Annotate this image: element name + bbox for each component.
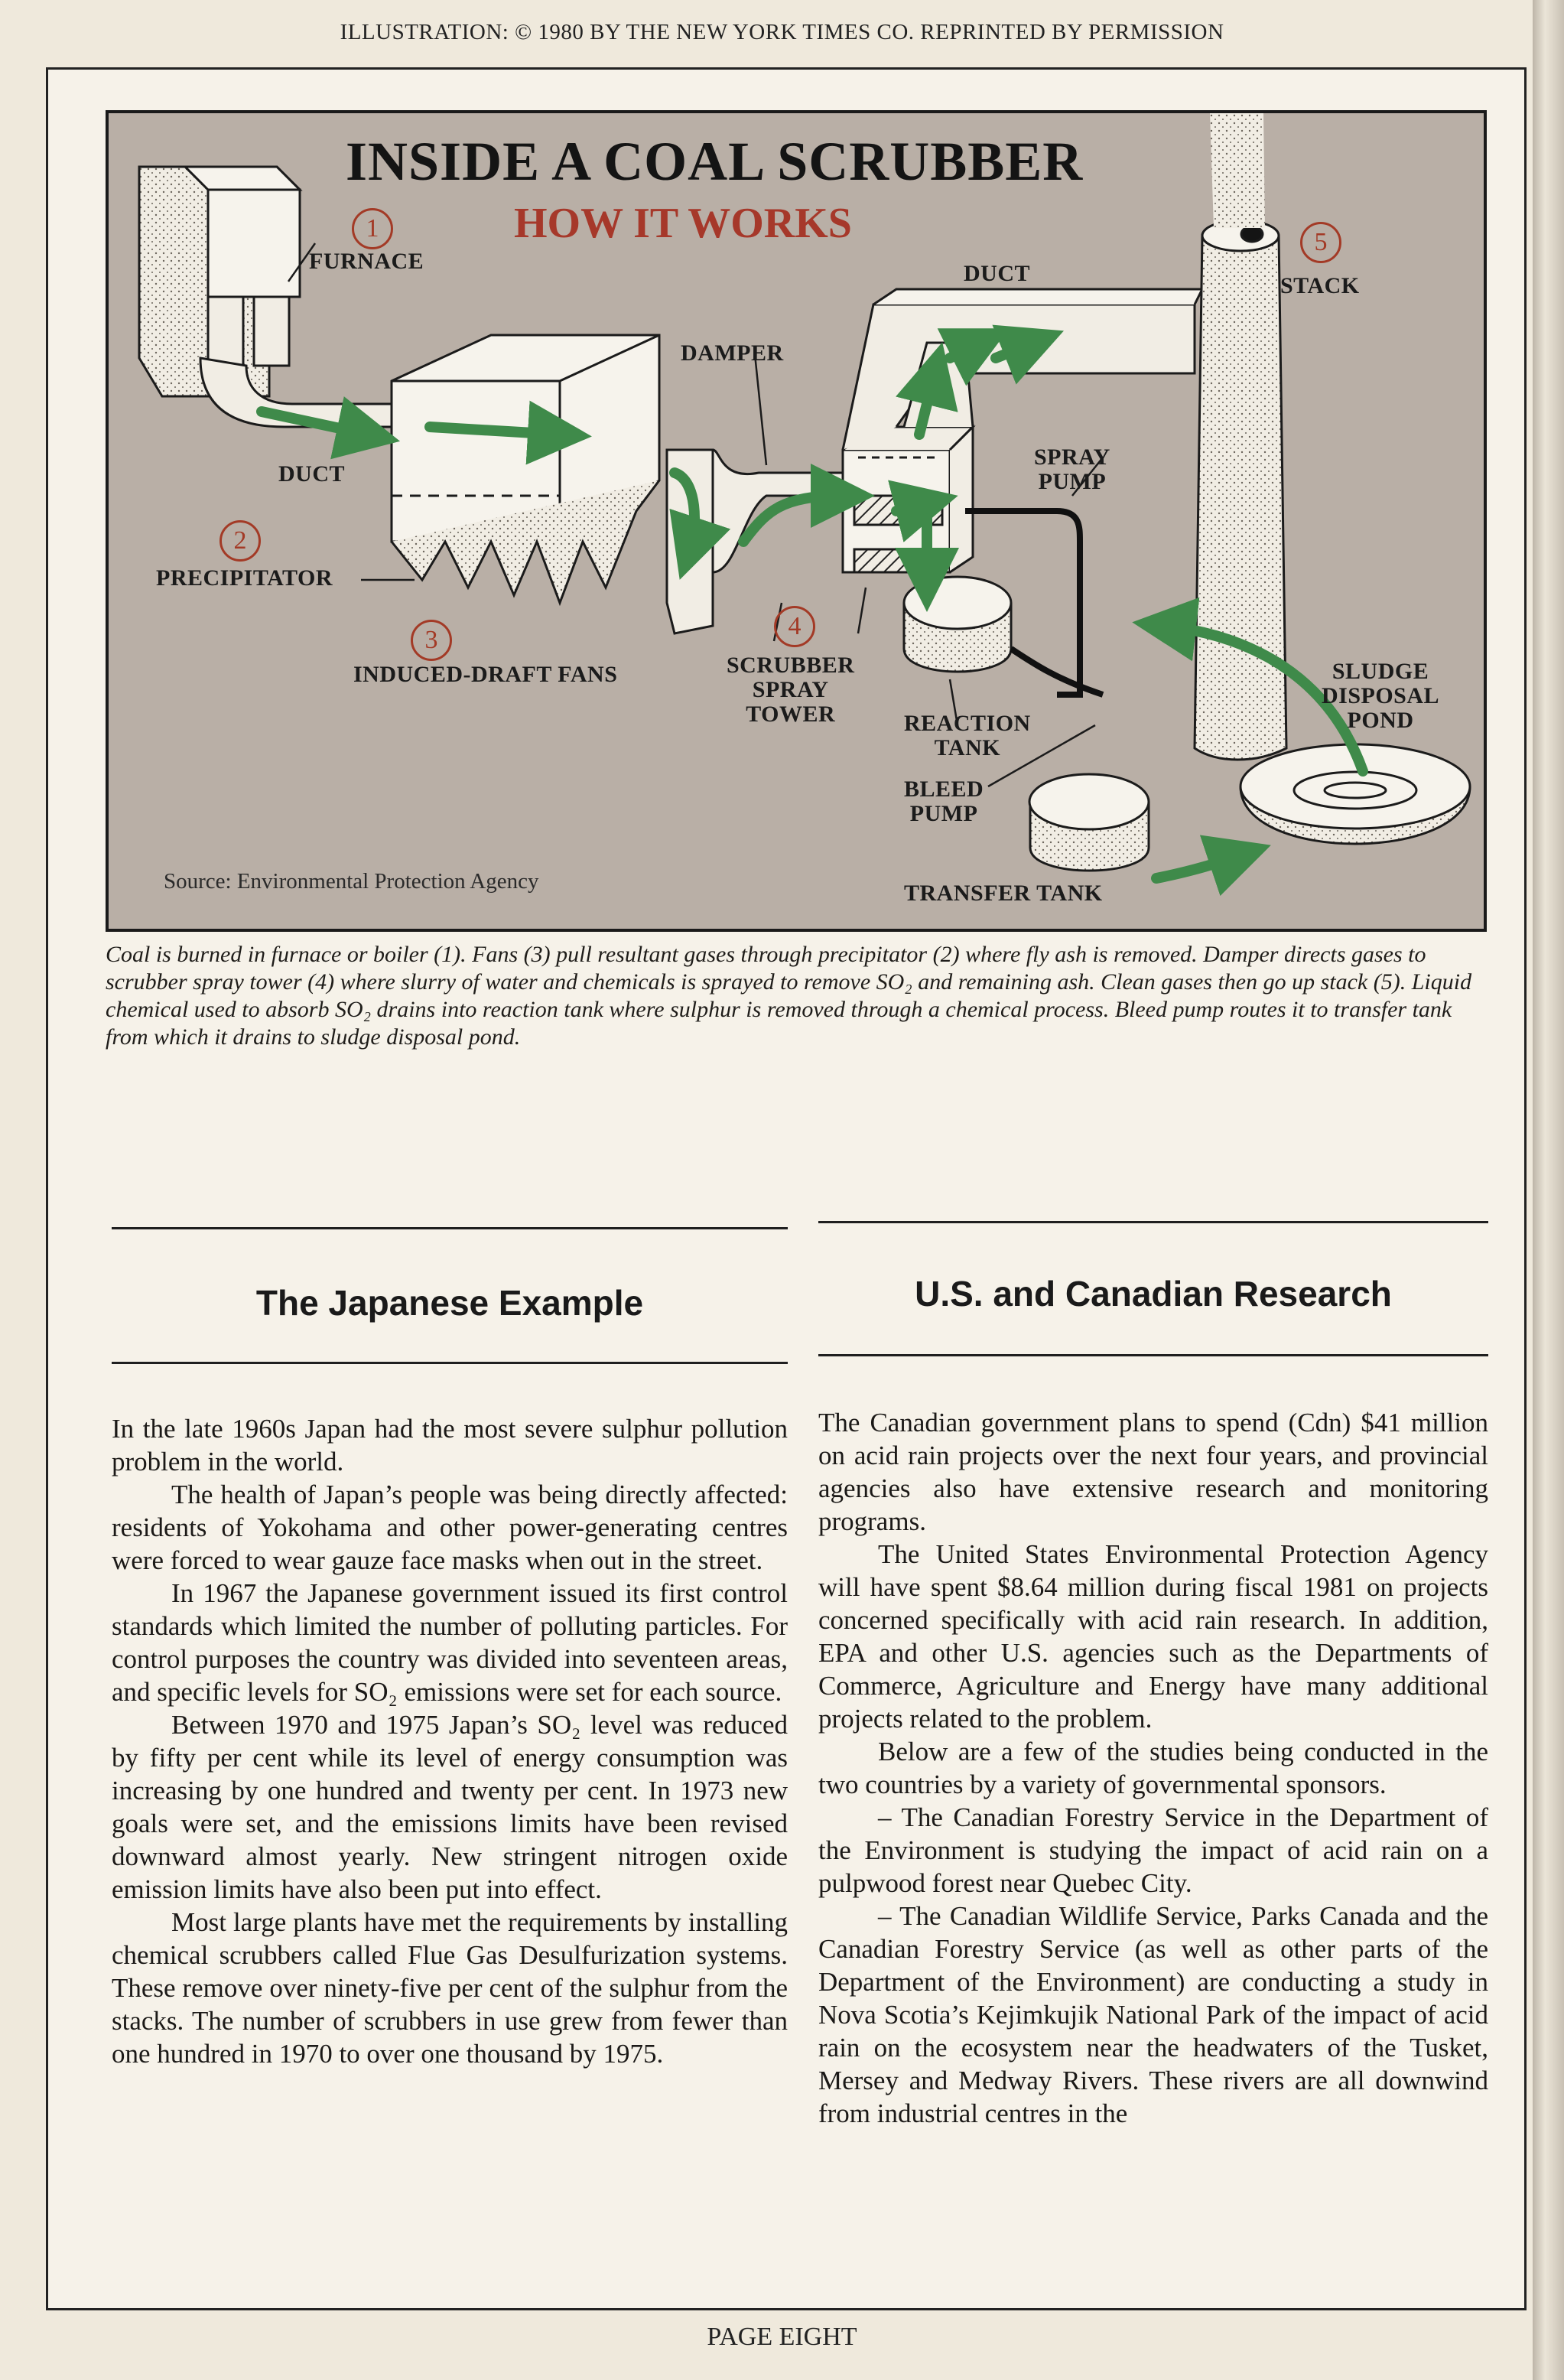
label-scrubber-spray-tower: SCRUBBER SPRAY TOWER xyxy=(727,653,855,727)
right-paragraph: The Canadian government plans to spend (Cdn) $41 million on acid rain projects over the next four years, and provincial agencies also have extensive research and monitoring programs. xyxy=(818,1408,1488,1536)
label-duct-left: DUCT xyxy=(278,461,346,487)
left-column-heading: The Japanese Example xyxy=(255,1283,644,1323)
left-paragraph: Most large plants have met the requirements by installing chemical scrubbers called Flue Gas Desulfurization systems. These remove over ninety-five per cent of the sulphur from the stacks. The number of scrubbers in use grew from fewer than one hundred in 1970 to over one thousand by 1975. xyxy=(112,1907,788,2069)
left-paragraph: The health of Japan’s people was being directly affected: residents of Yokohama and other power-generating centres were forced to wear gauze face masks when out in the street. xyxy=(112,1480,788,1575)
illustration-caption: Coal is burned in furnace or boiler (1). Fans (3) pull resultant gases through precipitator (2) where fly ash is removed. Damper directs gases to scrubber spray tower (4) where slurry of water and chemicals is sprayed to remove SO₂ and remaining ash. Clean gases then go up stack (5). Liquid chemical used to absorb SO₂ drains into reaction tank where sulphur is removed through a chemical process. Bleed pump routes it to transfer tank from which it drains to sludge disposal pond. xyxy=(106,942,1472,1050)
illustration-source: Source: Environmental Protection Agency xyxy=(164,869,539,894)
right-column-heading: U.S. and Canadian Research xyxy=(915,1274,1392,1314)
right-column-body xyxy=(818,1406,1488,2130)
label-sludge-disposal-pond: SLUDGE DISPOSAL POND xyxy=(1322,659,1440,733)
page-edge-shadow xyxy=(1533,0,1564,2380)
step-number-3: 3 xyxy=(411,620,452,661)
right-paragraph: – The Canadian Wildlife Service, Parks Canada and the Canadian Forestry Service (as well as other parts of the Department of the Environment) are conducting a study in Nova Scotia’s Kejimkujik National Park of the impact of acid rain on the ecosystem near the headwaters of the Tusket, Mersey and Medway Rivers. These rivers are all downwind from industrial centres in the xyxy=(818,1901,1488,2128)
label-duct-top: DUCT xyxy=(964,261,1031,286)
scrubber-spray-tower xyxy=(843,427,973,572)
furnace xyxy=(139,167,392,427)
label-reaction-tank: REACTION TANK xyxy=(904,711,1031,760)
step-number-4: 4 xyxy=(774,606,815,647)
illustration-title: INSIDE A COAL SCRUBBER xyxy=(346,131,1084,192)
left-heading-rule-top xyxy=(112,1227,788,1229)
precipitator xyxy=(392,335,659,603)
reaction-tank xyxy=(904,577,1011,672)
step-number-2: 2 xyxy=(219,520,261,562)
transfer-tank xyxy=(1029,774,1149,871)
right-paragraph: – The Canadian Forestry Service in the Department of the Environment is studying the impact of acid rain on a pulpwood forest near Quebec City. xyxy=(818,1802,1488,1898)
left-paragraph: In 1967 the Japanese government issued its first control standards which limited the number of polluting particles. For control purposes the country was divided into seventeen areas, and specific levels for SO₂ emissions were set for each source. xyxy=(112,1578,788,1707)
illustration-subtitle: HOW IT WORKS xyxy=(514,200,852,247)
label-damper: DAMPER xyxy=(681,340,784,366)
label-precipitator: PRECIPITATOR xyxy=(156,565,333,591)
label-spray-pump: SPRAY PUMP xyxy=(1034,444,1110,494)
right-heading-rule-bottom xyxy=(818,1354,1488,1356)
label-stack: STACK xyxy=(1280,273,1360,298)
step-number-1: 1 xyxy=(352,208,393,249)
right-heading-rule-top xyxy=(818,1221,1488,1223)
step-number-5: 5 xyxy=(1300,222,1341,263)
illustration-credit: ILLUSTRATION: © 1980 BY THE NEW YORK TIMES CO. REPRINTED BY PERMISSION xyxy=(340,20,1224,44)
label-transfer-tank: TRANSFER TANK xyxy=(904,881,1103,906)
label-furnace: FURNACE xyxy=(309,249,424,274)
label-bleed-pump: BLEED PUMP xyxy=(904,777,984,826)
label-induced-draft-fans: INDUCED-DRAFT FANS xyxy=(353,662,618,687)
left-paragraph: In the late 1960s Japan had the most severe sulphur pollution problem in the world. xyxy=(112,1414,788,1477)
right-paragraph: Below are a few of the studies being conducted in the two countries by a variety of governmental sponsors. xyxy=(818,1737,1488,1799)
coal-scrubber-illustration xyxy=(106,110,1487,932)
page-number: PAGE EIGHT xyxy=(707,2323,857,2351)
left-paragraph: Between 1970 and 1975 Japan’s SO₂ level was reduced by fifty per cent while its level of energy consumption was increasing by one hundred and twenty per cent. In 1973 new goals were set, and the emissions limits have been revised downward almost yearly. New stringent nitrogen oxide emission limits have also been put into effect. xyxy=(112,1710,788,1904)
left-column-body xyxy=(112,1412,788,2070)
right-paragraph: The United States Environmental Protection Agency will have spent $8.64 million during fiscal 1981 on projects concerned specifically with acid rain research. In addition, EPA and other U.S. agencies such as the Departments of Commerce, Agriculture and Energy have many additional projects related to the problem. xyxy=(818,1539,1488,1734)
top-duct xyxy=(843,289,1202,450)
left-heading-rule-bottom xyxy=(112,1362,788,1364)
